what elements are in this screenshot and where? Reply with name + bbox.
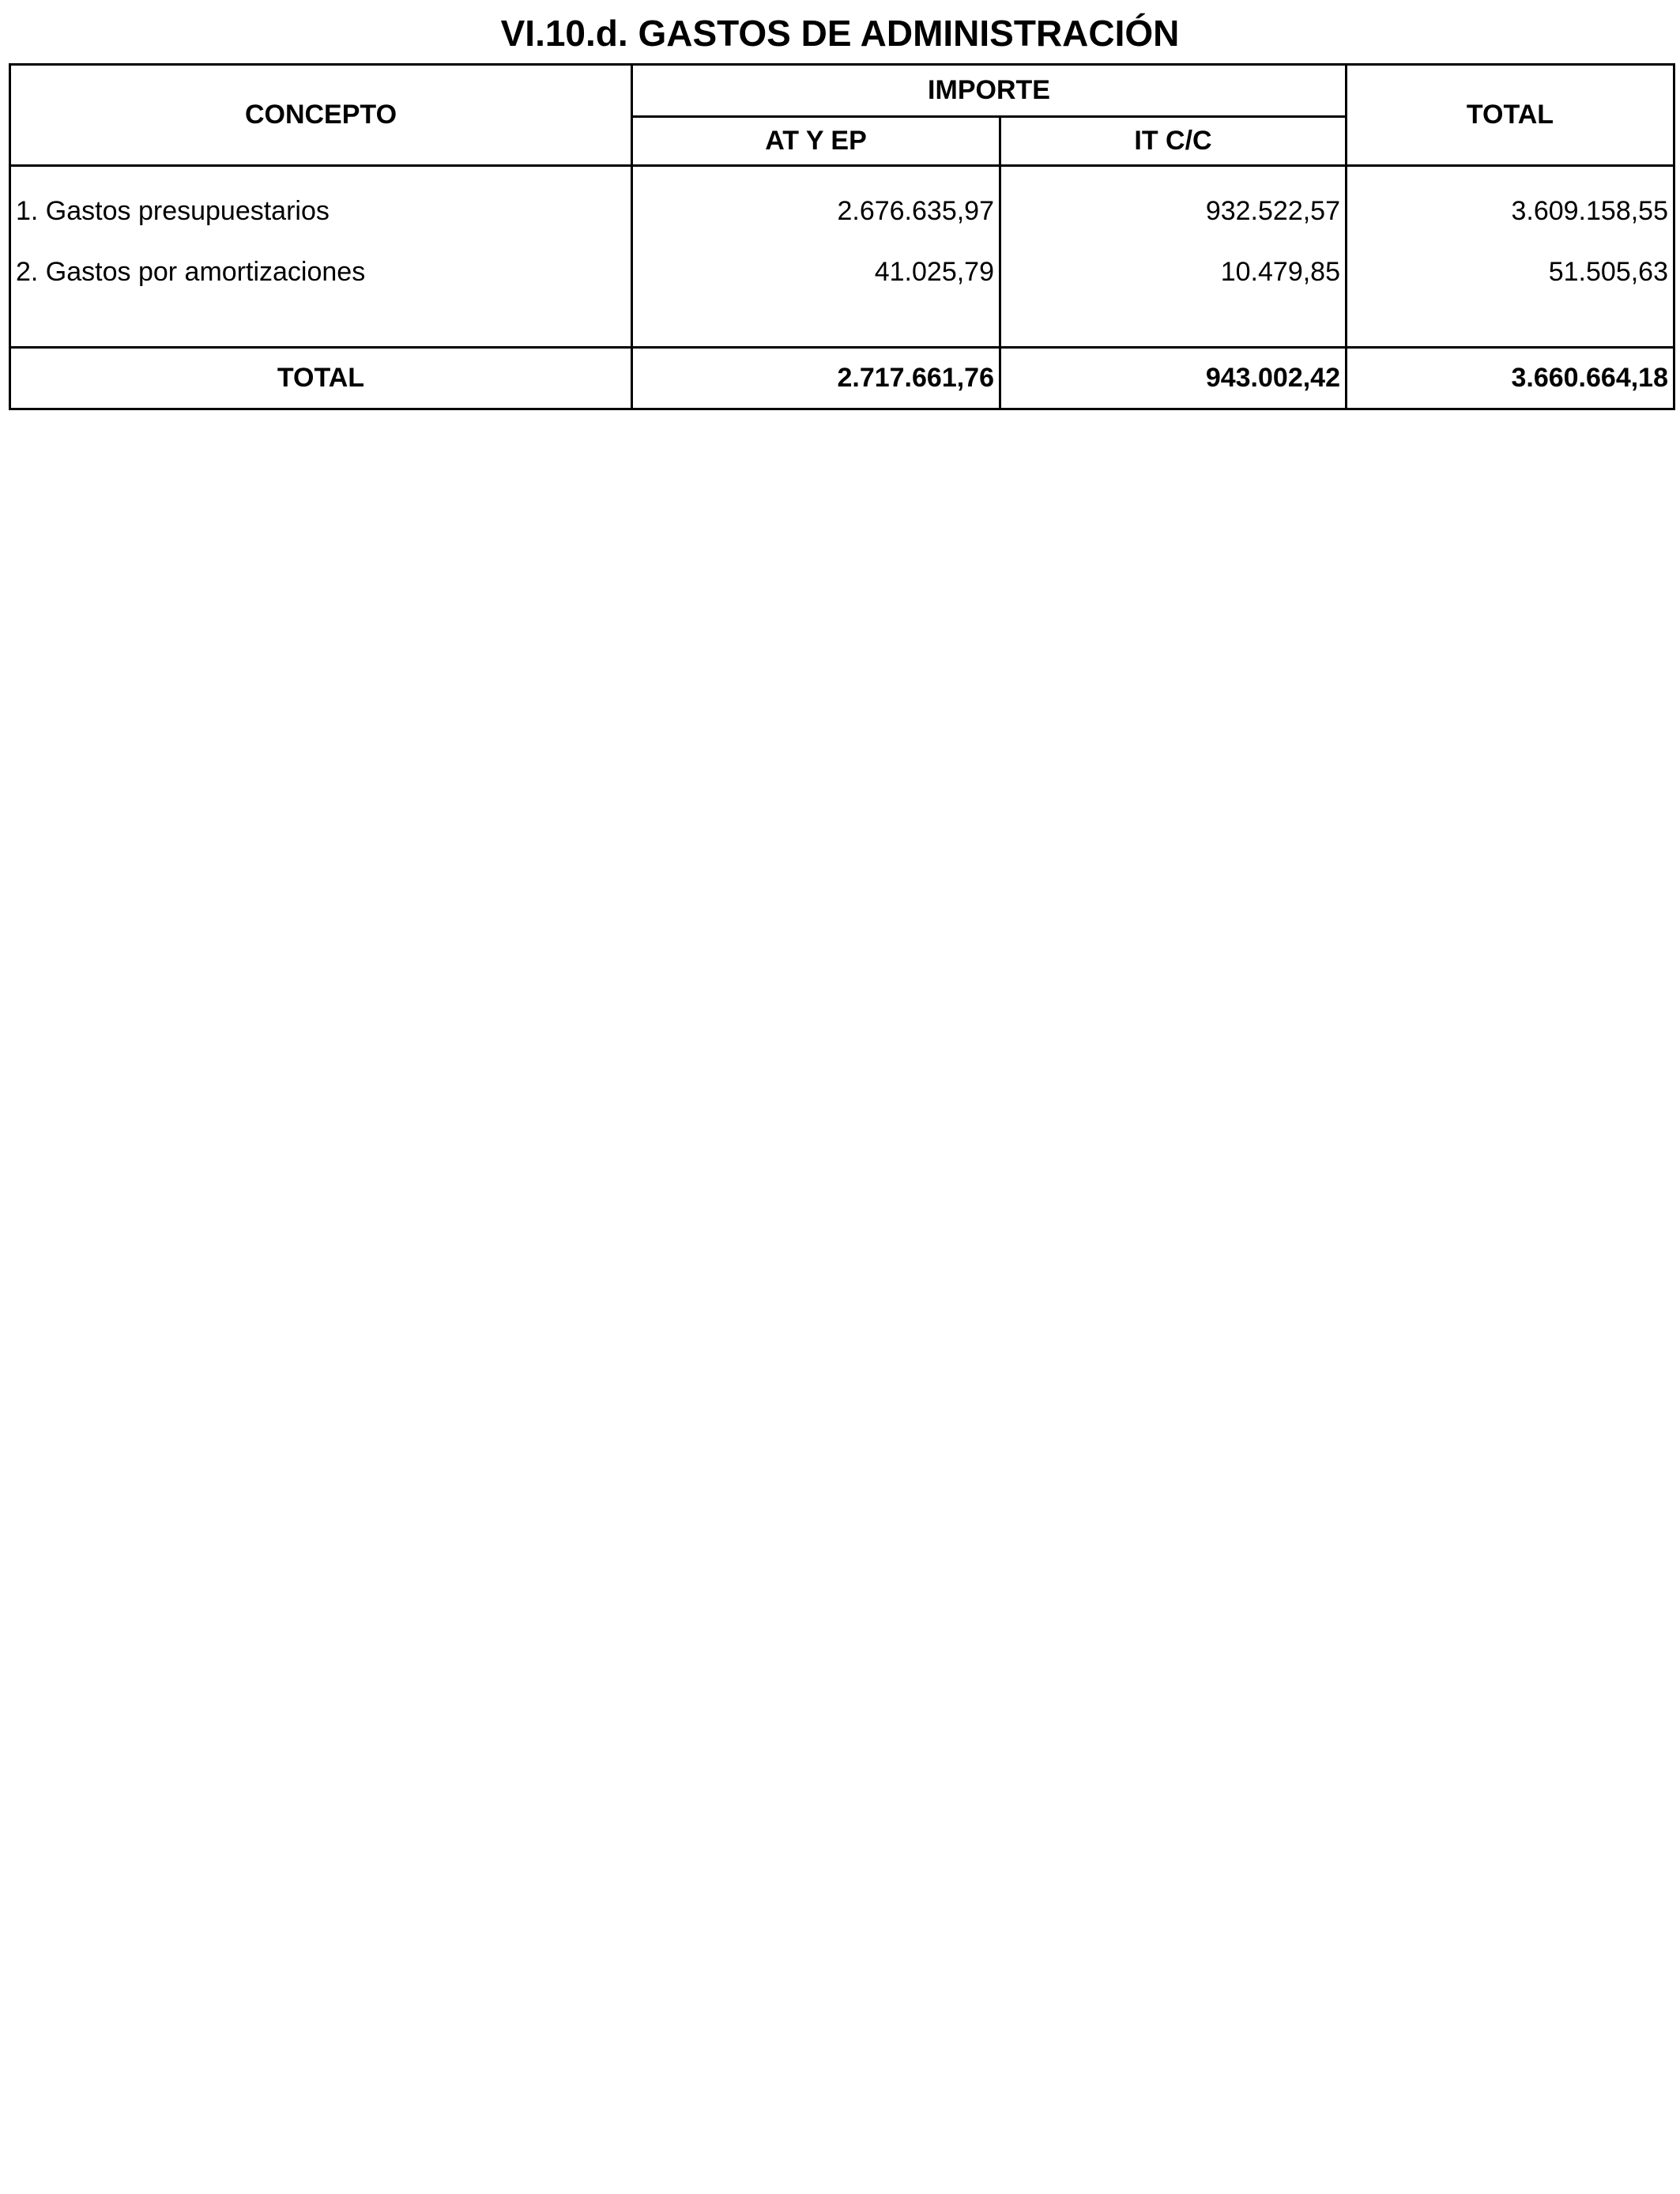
total-label: TOTAL	[10, 348, 632, 409]
header-it-cc: IT C/C	[1000, 117, 1347, 166]
row-at-y-ep: 2.676.635,97	[632, 166, 1000, 257]
header-row-top	[10, 65, 1674, 117]
row-concepto: 1. Gastos presupuestarios	[10, 166, 632, 257]
header-concepto: CONCEPTO	[10, 65, 632, 166]
row-at-y-ep: 41.025,79	[632, 257, 1000, 348]
table-row	[10, 257, 1674, 348]
total-at-y-ep: 2.717.661,76	[632, 348, 1000, 409]
expenses-table-container	[9, 63, 1673, 410]
header-total: TOTAL	[1347, 65, 1674, 166]
row-it-cc: 10.479,85	[1000, 257, 1347, 348]
page-title: VI.10.d. GASTOS DE ADMINISTRACIÓN	[500, 13, 1180, 54]
row-concepto: 2. Gastos por amortizaciones	[10, 257, 632, 348]
row-total: 3.609.158,55	[1347, 166, 1674, 257]
total-row	[10, 348, 1674, 409]
header-at-y-ep: AT Y EP	[632, 117, 1000, 166]
row-it-cc: 932.522,57	[1000, 166, 1347, 257]
administration-expenses-table	[9, 63, 1675, 410]
row-total: 51.505,63	[1347, 257, 1674, 348]
table-row	[10, 166, 1674, 257]
header-importe: IMPORTE	[632, 65, 1347, 117]
total-it-cc: 943.002,42	[1000, 348, 1347, 409]
total-total: 3.660.664,18	[1347, 348, 1674, 409]
